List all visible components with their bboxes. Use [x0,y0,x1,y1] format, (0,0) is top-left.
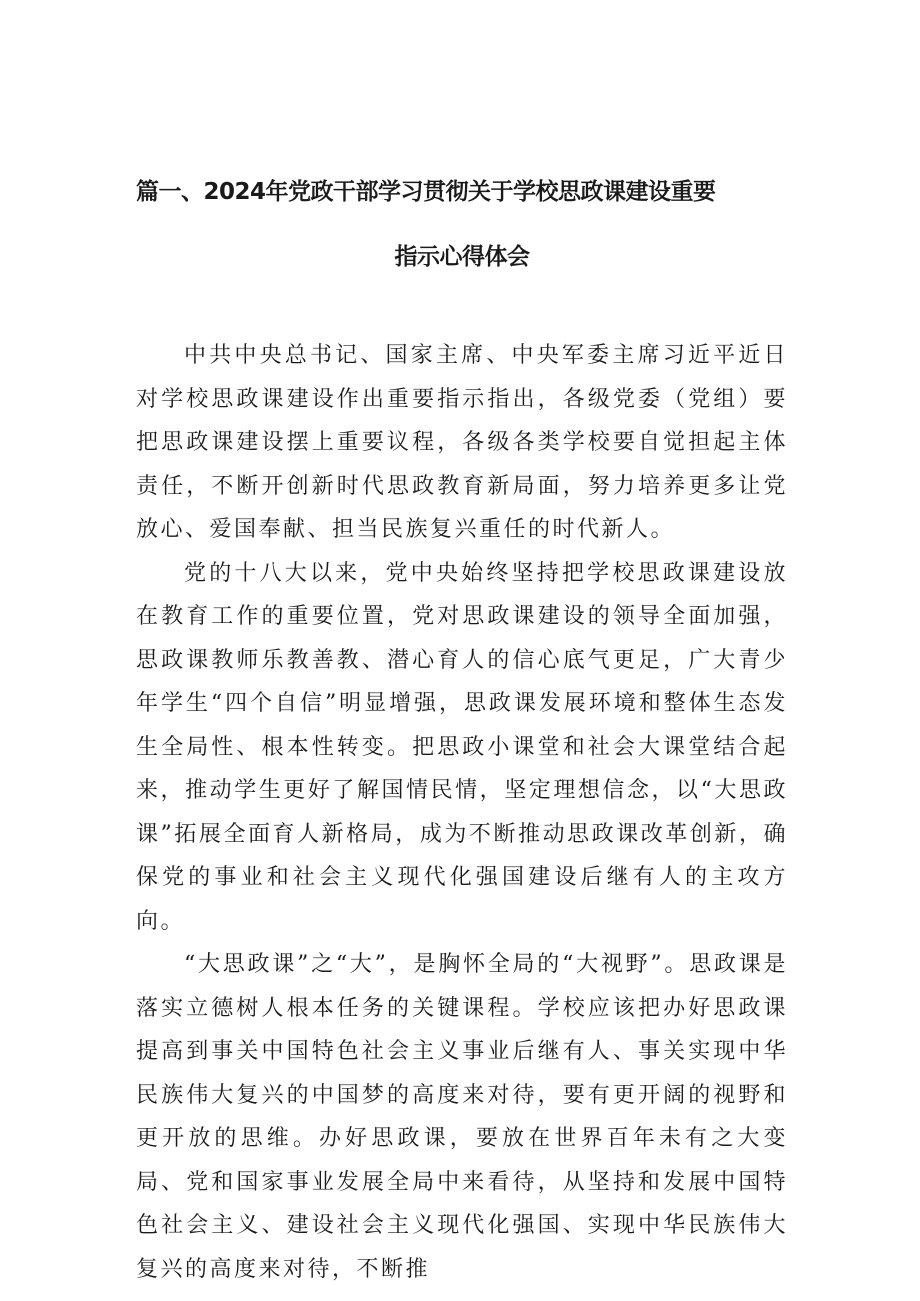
document-body [136,334,788,1291]
document-title-line-2: 指示心得体会 [394,244,530,270]
body-paragraph: 中共中央总书记、国家主席、中央军委主席习近平近日对学校思政课建设作出重要指示指出，各级党委（党组）要把思政课建设摆上重要议程，各级各类学校要自觉担起主体责任，不断开创新时代思政教育新局面，努力培养更多让党放心、爱国奉献、担当民族复兴重任的时代新人。 [136,343,788,542]
document-title-line-1: 篇一、2024年党政干部学习贯彻关于学校思政课建设重要 [136,179,716,205]
body-paragraph: “大思政课”之“大”，是胸怀全局的“大视野”。思政课是落实立德树人根本任务的关键课程。学校应该把办好思政课提高到事关中国特色社会主义事业后继有人、事关实现中华民族伟大复兴的中国梦的高度来对待，要有更开阔的视野和更开放的思维。办好思政课，要放在世界百年未有之大变局、党和国家事业发展全局中来看待，从坚持和发展中国特色社会主义、建设社会主义现代化强国、实现中华民族伟大复兴的高度来对待，不断推 [136,952,788,1282]
body-paragraph: 党的十八大以来，党中央始终坚持把学校思政课建设放在教育工作的重要位置，党对思政课建设的领导全面加强，思政课教师乐教善教、潜心育人的信心底气更足，广大青少年学生“四个自信”明显增强，思政课发展环境和整体生态发生全局性、根本性转变。把思政小课堂和社会大课堂结合起来，推动学生更好了解国情民情，坚定理想信念，以“大思政课”拓展全面育人新格局，成为不断推动思政课改革创新，确保党的事业和社会主义现代化强国建设后继有人的主攻方向。 [136,560,788,934]
